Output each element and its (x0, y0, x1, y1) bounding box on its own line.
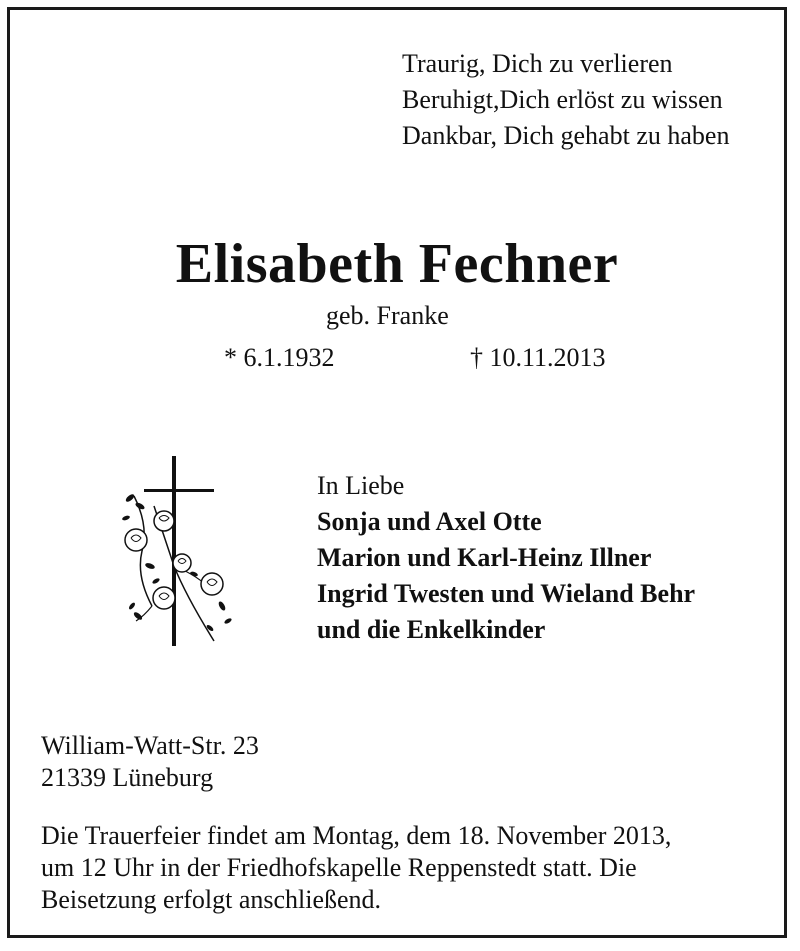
verse-line: Beruhigt,Dich erlöst zu wissen (402, 85, 723, 114)
service-line: um 12 Uhr in der Friedhofskapelle Reppenstedt statt. Die (41, 853, 637, 882)
mourner-name: Ingrid Twesten und Wieland Behr (317, 579, 696, 608)
service-line: Beisetzung erfolgt anschließend. (41, 885, 382, 914)
cross-with-roses-icon (114, 456, 244, 656)
mourner-name: Sonja und Axel Otte (317, 507, 542, 536)
obituary-notice (7, 7, 787, 938)
verse-line: Traurig, Dich zu verlieren (402, 49, 673, 78)
service-info (41, 820, 761, 916)
verse (402, 46, 729, 154)
mourner-name: Marion und Karl-Heinz Illner (317, 543, 652, 572)
death-date: † 10.11.2013 (470, 343, 606, 372)
deceased-name: Elisabeth Fechner (175, 233, 619, 295)
verse-line: Dankbar, Dich gehabt zu haben (402, 121, 730, 150)
address-street: William-Watt-Str. 23 (41, 731, 259, 760)
mourners (317, 468, 695, 648)
maiden-name: geb. Franke (326, 301, 449, 330)
address-city: 21339 Lüneburg (41, 763, 214, 792)
mourners-intro: In Liebe (317, 471, 405, 500)
service-line: Die Trauerfeier findet am Montag, dem 18. November 2013, (41, 821, 672, 850)
mourner-name: und die Enkelkinder (317, 615, 546, 644)
birth-date: * 6.1.1932 (224, 343, 335, 372)
address (41, 730, 259, 794)
